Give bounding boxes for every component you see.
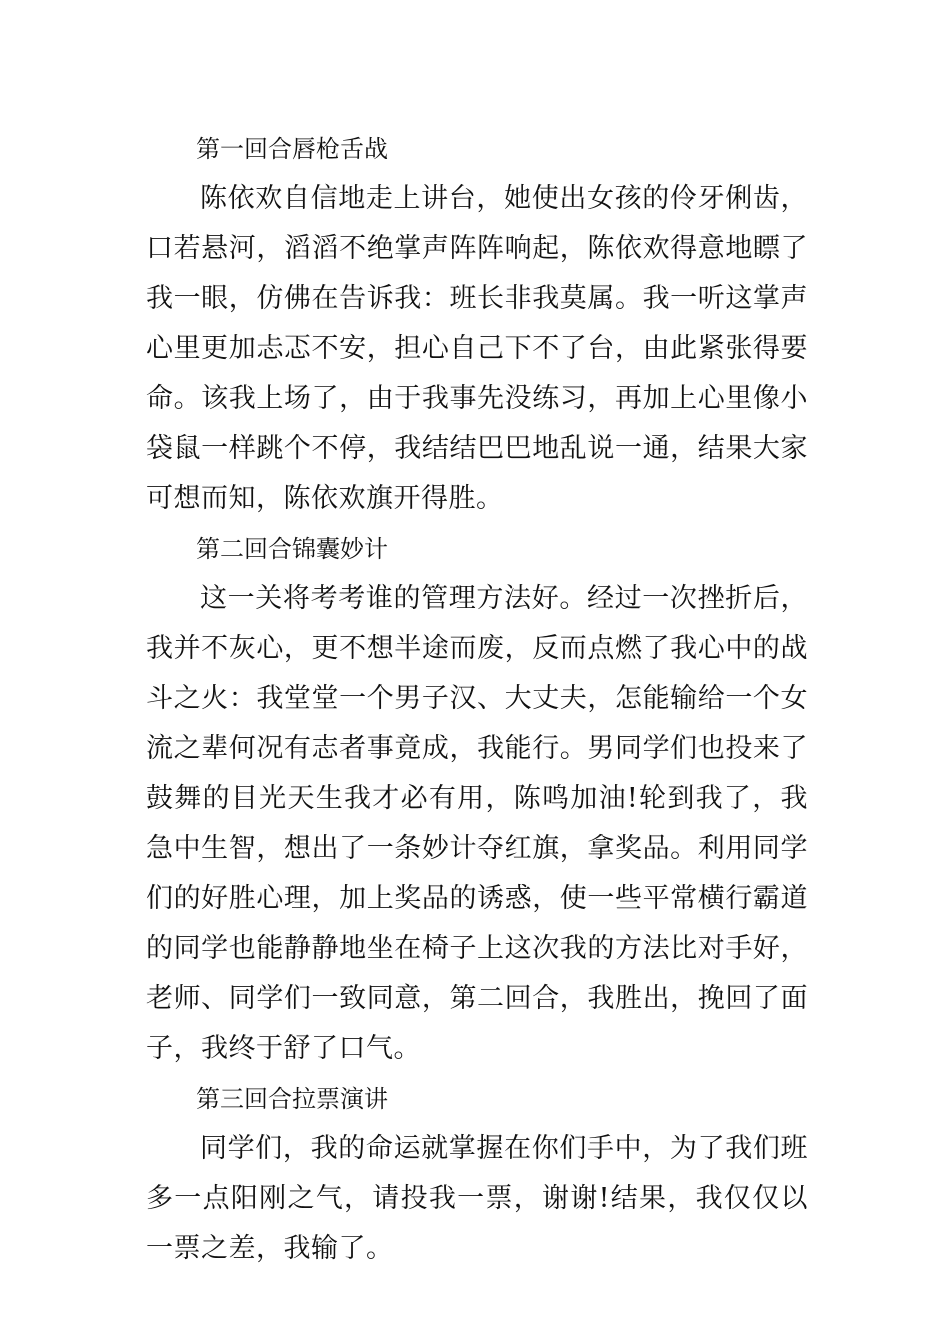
document-body bbox=[146, 124, 808, 1274]
section-paragraph-round-2: 这一关将考考谁的管理方法好。经过一次挫折后，我并不灰心，更不想半途而废，反而点燃了我心中的战斗之火：我堂堂一个男子汉、大丈夫，怎能输给一个女流之辈何况有志者事竟成，我能行。男同学们也投来了鼓舞的目光天生我才必有用，陈鸣加油!轮到我了，我急中生智，想出了一条妙计夺红旗，拿奖品。利用同学们的好胜心理，加上奖品的诱惑，使一些平常横行霸道的同学也能静静地坐在椅子上这次我的方法比对手好，老师、同学们一致同意，第二回合，我胜出，挽回了面子，我终于舒了口气。 bbox=[146, 583, 808, 1064]
section-paragraph-round-1: 陈依欢自信地走上讲台，她使出女孩的伶牙俐齿，口若悬河，滔滔不绝掌声阵阵响起，陈依欢得意地瞟了我一眼，仿佛在告诉我：班长非我莫属。我一听这掌声心里更加忐忑不安，担心自己下不了台，由此紧张得要命。该我上场了，由于我事先没练习，再加上心里像小袋鼠一样跳个不停，我结结巴巴地乱说一通，结果大家可想而知，陈依欢旗开得胜。 bbox=[146, 183, 808, 514]
section-paragraph-round-3: 同学们，我的命运就掌握在你们手中，为了我们班多一点阳刚之气，请投我一票，谢谢!结果，我仅仅以一票之差，我输了。 bbox=[146, 1133, 808, 1264]
section-heading-round-2: 第二回合锦囊妙计 bbox=[196, 535, 388, 563]
section-heading-round-1: 第一回合唇枪舌战 bbox=[196, 135, 388, 163]
section-heading-round-3: 第三回合拉票演讲 bbox=[196, 1085, 388, 1113]
